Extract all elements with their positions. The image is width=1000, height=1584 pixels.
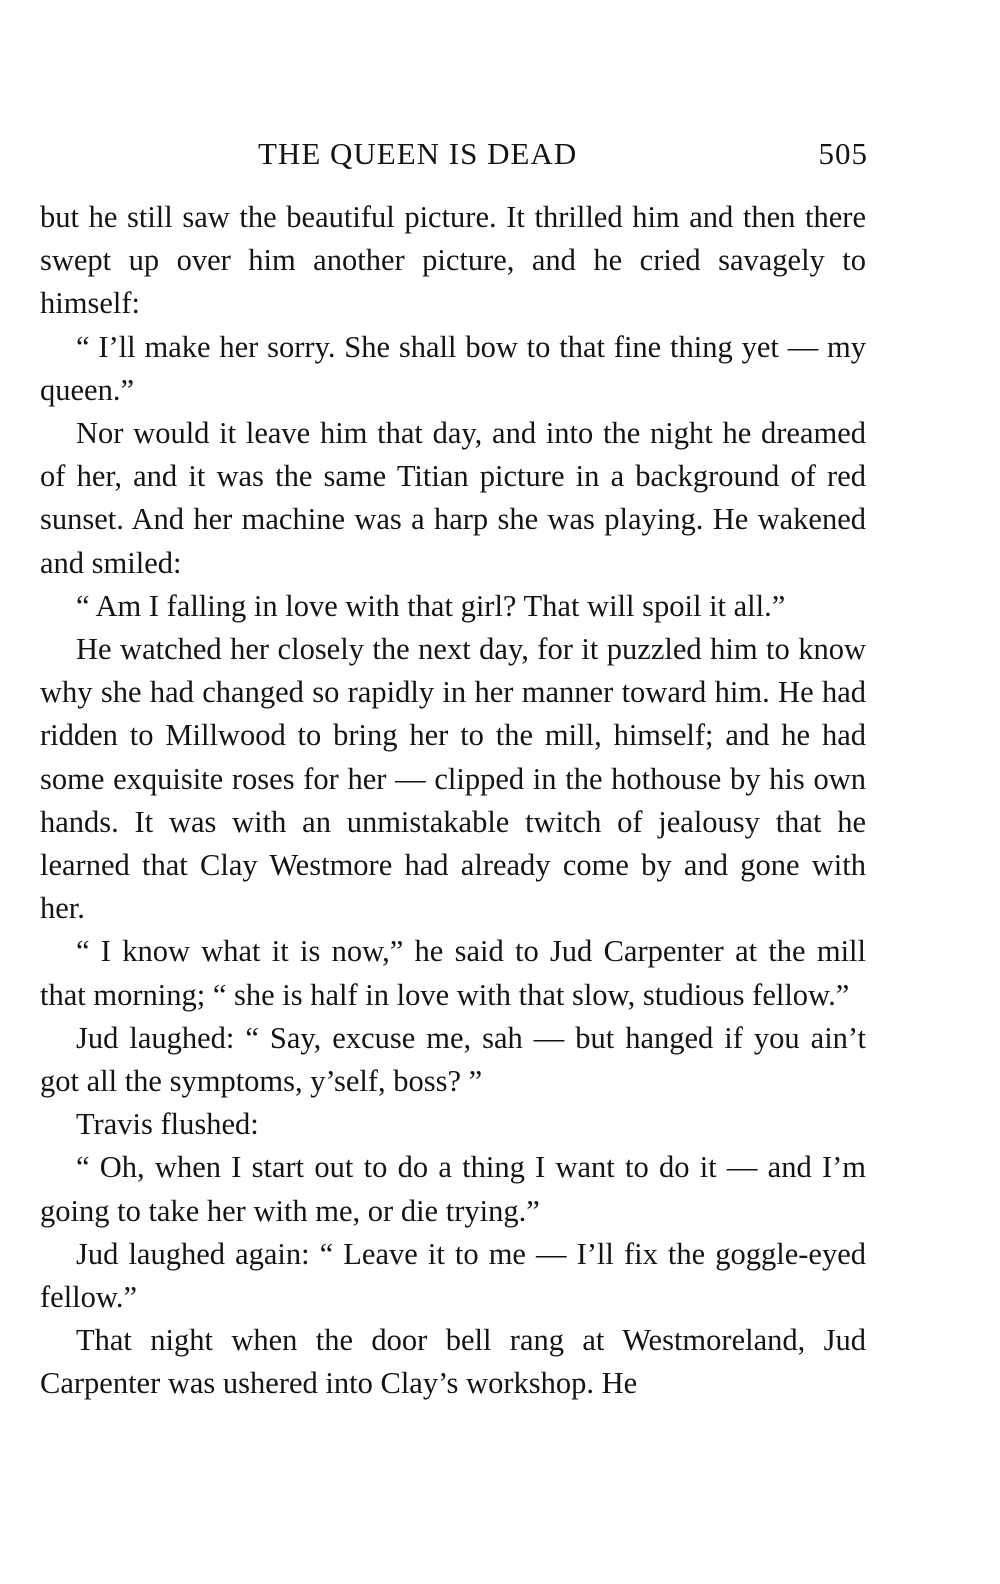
page-number: 505 xyxy=(818,136,868,171)
paragraph: Travis flushed: xyxy=(76,1107,259,1142)
paragraph: Jud laughed again: “ Leave it to me — I’ll fix the goggle-eyed fellow.” xyxy=(40,1236,866,1315)
paragraph: “ I’ll make her sorry. She shall bow to that fine thing yet — my queen.” xyxy=(40,329,866,407)
paragraph: Jud laughed: “ Say, excuse me, sah — but hanged if you ain’t got all the symptoms, y’self, boss? ” xyxy=(40,1020,866,1099)
paragraph: but he still saw the beautiful picture. It thrilled him and then there swept up over him another picture, and he cried savagely to himself: xyxy=(40,200,866,321)
paragraph: “ I know what it is now,” he said to Jud Carpenter at the mill that morning; “ she is half in love with that slow, studious fellow.” xyxy=(40,934,866,1012)
paragraph: “ Am I falling in love with that girl? That will spoil it all.” xyxy=(76,588,786,623)
paragraph: That night when the door bell rang at Westmoreland, Jud Carpenter was ushered into Clay’s workshop. He xyxy=(40,1323,866,1401)
paragraph: He watched her closely the next day, for it puzzled him to know why she had changed so rapidly in her manner toward him. He had ridden to Millwood to bring her to the mill, himself; and he had some exquisite roses for her — clipped in the hothouse by his own hands. It was with an unmistakable twitch of jealousy that he learned that Clay Westmore had already come by and gone with her. xyxy=(40,632,866,926)
running-title: THE QUEEN IS DEAD xyxy=(258,136,578,171)
paragraph: Nor would it leave him that day, and into the night he dreamed of her, and it was the same Titian picture in a background of red sunset. And her machine was a harp she was playing. He wakened and smiled: xyxy=(40,416,866,580)
paragraph: “ Oh, when I start out to do a thing I want to do it — and I’m going to take her with me, or die trying.” xyxy=(40,1150,866,1228)
body-text xyxy=(40,196,866,1406)
running-head xyxy=(40,128,868,178)
